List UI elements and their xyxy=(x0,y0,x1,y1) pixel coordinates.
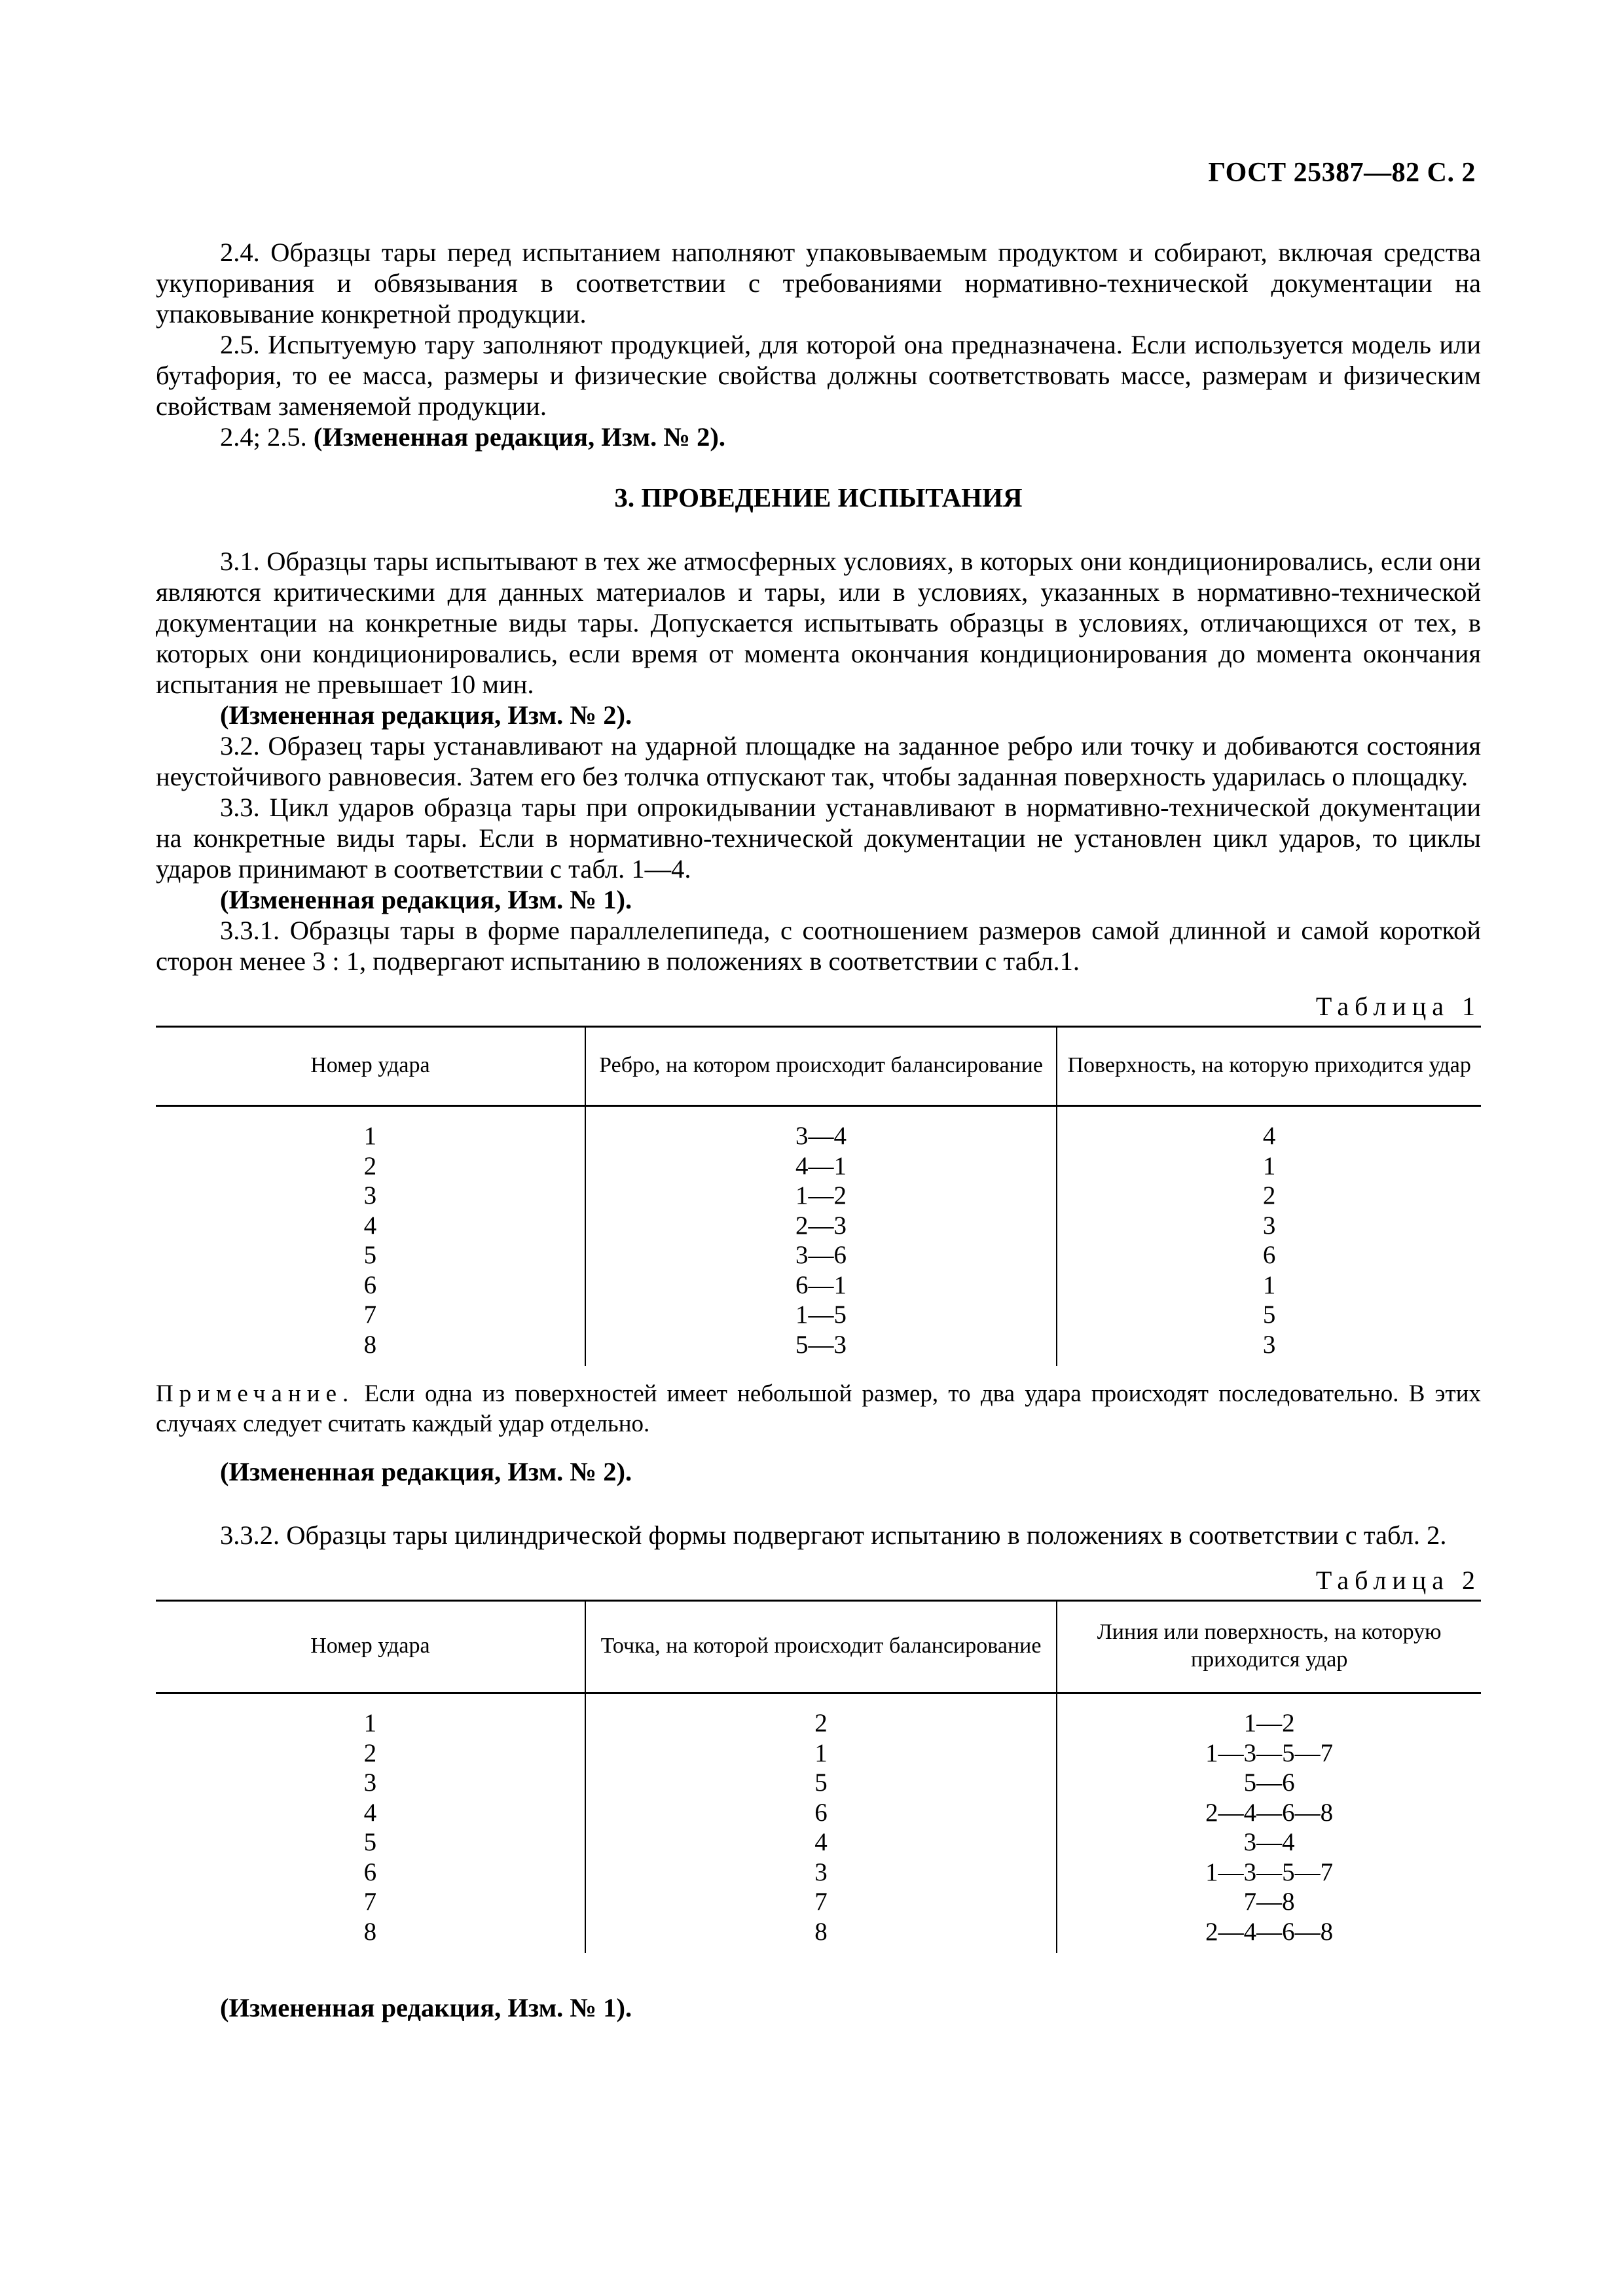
table-cell: 5 xyxy=(363,1828,377,1856)
note-label: Примечание. xyxy=(156,1380,355,1407)
table-cell: 3—4 xyxy=(1057,1827,1481,1857)
table-cell: 5 xyxy=(585,1768,1057,1798)
amendment-note-table-1: (Измененная редакция, Изм. № 2). xyxy=(220,1457,632,1486)
table-1 xyxy=(156,1026,1481,1366)
table-cell: 2 xyxy=(1057,1181,1481,1211)
table-row xyxy=(156,1917,1481,1954)
table-cell: 2 xyxy=(363,1151,377,1180)
amendment-ref: 2.4; 2.5. xyxy=(220,422,314,452)
table-cell: 1—2 xyxy=(1057,1693,1481,1738)
paragraph-3-3: 3.3. Цикл ударов образца тары при опрокидывании устанавливают в нормативно-технической документации на конкретные виды тары. Если в нормативно-технической документации не установлен цикл ударов, то циклы ударов принимают в соответствии с табл. 1—4. xyxy=(156,793,1481,884)
table-cell: 8 xyxy=(363,1917,377,1946)
table-row xyxy=(156,1857,1481,1888)
paragraph-3-3-2: 3.3.2. Образцы тары цилиндрической формы подвергают испытанию в положениях в соответствии с табл. 2. xyxy=(220,1520,1447,1550)
table-header-cell: Поверхность, на которую приходится удар xyxy=(1057,1027,1481,1106)
table-cell: 8 xyxy=(585,1917,1057,1954)
table-row xyxy=(156,1211,1481,1241)
table-cell: 2—4—6—8 xyxy=(1057,1917,1481,1954)
paragraph-3-1: 3.1. Образцы тары испытывают в тех же атмосферных условиях, в которых они кондиционировались, если они являются критическими для данных материалов и тары, или в условиях, указанных в нормативно-технической документации на конкретные виды тары. Допускается испытывать образцы в условиях, отличающихся от тех, в которых они кондиционировались, если время от момента окончания кондиционирования до момента окончания испытания не превышает 10 мин. xyxy=(156,547,1481,699)
table-cell: 1 xyxy=(585,1738,1057,1768)
table-cell: 4 xyxy=(363,1798,377,1827)
table-row xyxy=(156,1768,1481,1798)
table-cell: 6—1 xyxy=(585,1270,1057,1300)
table-cell: 6 xyxy=(363,1270,377,1299)
table-cell: 8 xyxy=(363,1330,377,1359)
table-cell: 2—3 xyxy=(585,1211,1057,1241)
table-cell: 5—3 xyxy=(585,1330,1057,1367)
table-row xyxy=(156,1693,1481,1738)
table-row xyxy=(156,1151,1481,1181)
table-cell: 5—6 xyxy=(1057,1768,1481,1798)
paragraph-3-2: 3.2. Образец тары устанавливают на ударной площадке на заданное ребро или точку и добиваются состояния неустойчивого равновесия. Затем его без толчка отпускают так, чтобы заданная поверхность ударилась о площадку. xyxy=(156,731,1481,791)
table-row xyxy=(156,1887,1481,1917)
table-header-cell: Номер удара xyxy=(156,1601,585,1693)
table-2 xyxy=(156,1600,1481,1953)
table-cell: 7 xyxy=(585,1887,1057,1917)
table-header-cell: Номер удара xyxy=(156,1027,585,1106)
document-body xyxy=(156,237,1481,2023)
table-cell: 2—4—6—8 xyxy=(1057,1798,1481,1828)
table-cell: 3 xyxy=(363,1768,377,1797)
table-cell: 3 xyxy=(585,1857,1057,1888)
table-cell: 4 xyxy=(585,1827,1057,1857)
table-row xyxy=(156,1181,1481,1211)
table-row xyxy=(156,1240,1481,1270)
amendment-note-3-1: (Измененная редакция, Изм. № 2). xyxy=(220,700,632,730)
section-title: 3. ПРОВЕДЕНИЕ ИСПЫТАНИЯ xyxy=(614,482,1023,512)
table-cell: 6 xyxy=(363,1857,377,1886)
table-cell: 1—5 xyxy=(585,1300,1057,1330)
table-cell: 4 xyxy=(363,1211,377,1240)
table-cell: 3 xyxy=(1057,1330,1481,1367)
table-cell: 5 xyxy=(1057,1300,1481,1330)
table-header-cell: Ребро, на котором происходит балансирование xyxy=(585,1027,1057,1106)
paragraph-3-3-1: 3.3.1. Образцы тары в форме параллелепипеда, с соотношением размеров самой длинной и самой короткой сторон менее 3 : 1, подвергают испытанию в положениях в соответствии с табл.1. xyxy=(156,916,1481,976)
table-cell: 6 xyxy=(1057,1240,1481,1270)
table-cell: 3 xyxy=(363,1181,377,1210)
table-cell: 4 xyxy=(1057,1106,1481,1151)
table-cell: 7—8 xyxy=(1057,1887,1481,1917)
paragraph-2-5: 2.5. Испытуемую тару заполняют продукцией, для которой она предназначена. Если используется модель или бутафория, то ее масса, размеры и физические свойства должны соответствовать массе, размерам и физическим свойствам заменяемой продукции. xyxy=(156,330,1481,421)
amendment-note-3-3: (Измененная редакция, Изм. № 1). xyxy=(220,885,632,914)
table-cell: 4—1 xyxy=(585,1151,1057,1181)
table-header-cell: Линия или поверхность, на которую приходится удар xyxy=(1057,1601,1481,1693)
table-row xyxy=(156,1270,1481,1300)
paragraph-2-4: 2.4. Образцы тары перед испытанием наполняют упаковываемым продуктом и собирают, включая средства укупоривания и обвязывания в соответствии с требованиями нормативно-технической документации на упаковывание конкретной продукции. xyxy=(156,238,1481,329)
table-cell: 5 xyxy=(363,1241,377,1269)
table-cell: 3—6 xyxy=(585,1240,1057,1270)
table-header-row xyxy=(156,1027,1481,1106)
amendment-note-2-4-2-5 xyxy=(156,422,1481,452)
table-cell: 1 xyxy=(1057,1151,1481,1181)
table-row xyxy=(156,1330,1481,1367)
table-row xyxy=(156,1827,1481,1857)
table-cell: 7 xyxy=(363,1300,377,1329)
table-2-caption: Таблица 2 xyxy=(1315,1566,1481,1595)
page-header: ГОСТ 25387—82 С. 2 xyxy=(1208,158,1476,188)
amendment-note-table-2: (Измененная редакция, Изм. № 1). xyxy=(220,1993,632,2022)
table-cell: 1 xyxy=(363,1122,377,1150)
table-cell: 7 xyxy=(363,1888,377,1916)
table-header-row xyxy=(156,1601,1481,1693)
table-cell: 2 xyxy=(363,1738,377,1767)
table-cell: 1—3—5—7 xyxy=(1057,1738,1481,1768)
table-header-cell: Точка, на которой происходит балансирование xyxy=(585,1601,1057,1693)
table-1-caption: Таблица 1 xyxy=(1315,992,1481,1021)
table-1-note xyxy=(156,1379,1481,1439)
table-cell: 1 xyxy=(363,1709,377,1737)
table-cell: 3—4 xyxy=(585,1106,1057,1151)
note-text: Если одна из поверхностей имеет небольшой размер, то два удара происходят последовательно. В этих случаях следует считать каждый удар отдельно. xyxy=(156,1380,1481,1437)
table-cell: 1—3—5—7 xyxy=(1057,1857,1481,1888)
table-row xyxy=(156,1300,1481,1330)
table-cell: 3 xyxy=(1057,1211,1481,1241)
table-cell: 1 xyxy=(1057,1270,1481,1300)
table-cell: 1—2 xyxy=(585,1181,1057,1211)
table-cell: 6 xyxy=(585,1798,1057,1828)
amendment-text: (Измененная редакция, Изм. № 2). xyxy=(313,422,726,452)
table-row xyxy=(156,1798,1481,1828)
table-row xyxy=(156,1738,1481,1768)
table-row xyxy=(156,1106,1481,1151)
table-cell: 2 xyxy=(585,1693,1057,1738)
